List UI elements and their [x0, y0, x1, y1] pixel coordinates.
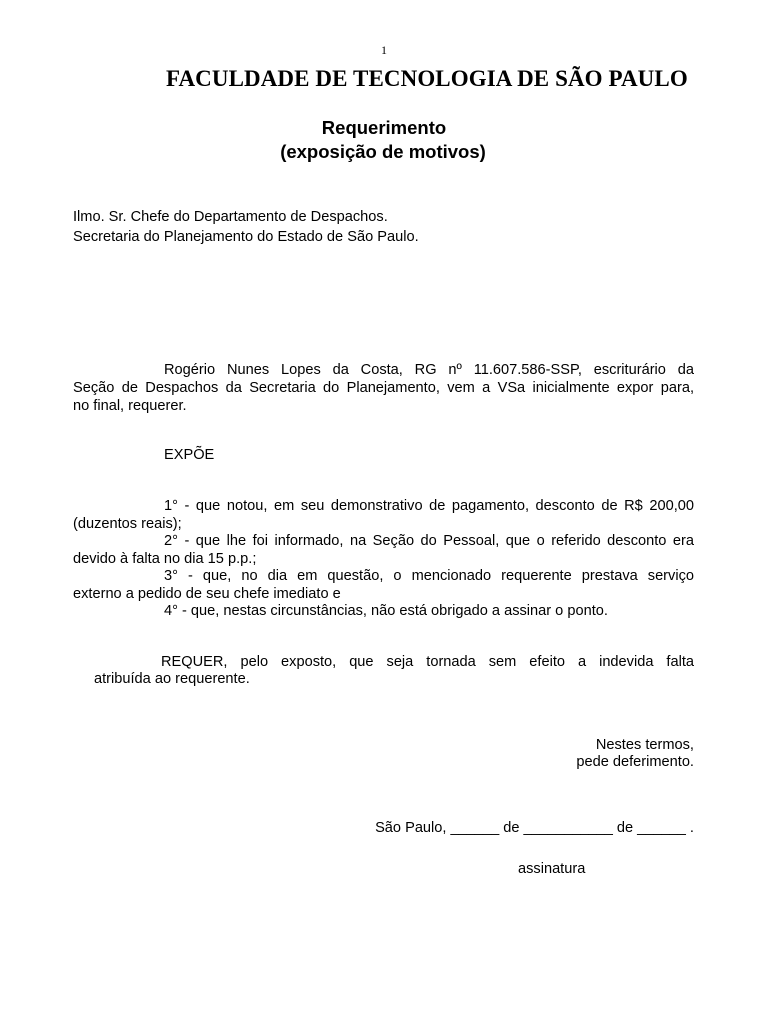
- addressee-line: Secretaria do Planejamento do Estado de São Paulo.: [73, 229, 419, 245]
- expoe-heading: EXPÕE: [164, 447, 215, 463]
- list-item: 2° - que lhe foi informado, na Seção do Pessoal, que o referido desconto era: [164, 533, 694, 549]
- closing-line: pede deferimento.: [576, 754, 694, 770]
- list-item: 3° - que, no dia em questão, o mencionado requerente prestava serviço: [164, 568, 694, 584]
- intro-line: Rogério Nunes Lopes da Costa, RG nº 11.607.586-SSP, escriturário da: [164, 362, 694, 378]
- list-item: devido à falta no dia 15 p.p.;: [73, 551, 257, 567]
- list-item: (duzentos reais);: [73, 516, 182, 532]
- document-title: Requerimento: [321, 117, 447, 138]
- document-subtitle: (exposição de motivos): [280, 141, 486, 162]
- requer-line: REQUER, pelo exposto, que seja tornada sem efeito a indevida falta: [161, 654, 694, 670]
- requer-line: atribuída ao requerente.: [94, 671, 250, 687]
- page-number: 1: [381, 43, 387, 57]
- list-item: 4° - que, nestas circunstâncias, não está obrigado a assinar o ponto.: [164, 603, 608, 619]
- institution-heading: FACULDADE DE TECNOLOGIA DE SÃO PAULO: [166, 66, 688, 91]
- list-item: externo a pedido de seu chefe imediato e: [73, 586, 341, 602]
- intro-line: no final, requerer.: [73, 398, 187, 414]
- place-date-line: São Paulo, ______ de ___________ de ______ .: [375, 820, 694, 836]
- intro-line: Seção de Despachos da Secretaria do Planejamento, vem a VSa inicialmente expor para,: [73, 380, 694, 396]
- closing-line: Nestes termos,: [595, 737, 694, 753]
- addressee-line: Ilmo. Sr. Chefe do Departamento de Despachos.: [73, 209, 388, 225]
- signature-label: assinatura: [518, 861, 586, 877]
- list-item: 1° - que notou, em seu demonstrativo de pagamento, desconto de R$ 200,00: [164, 498, 694, 514]
